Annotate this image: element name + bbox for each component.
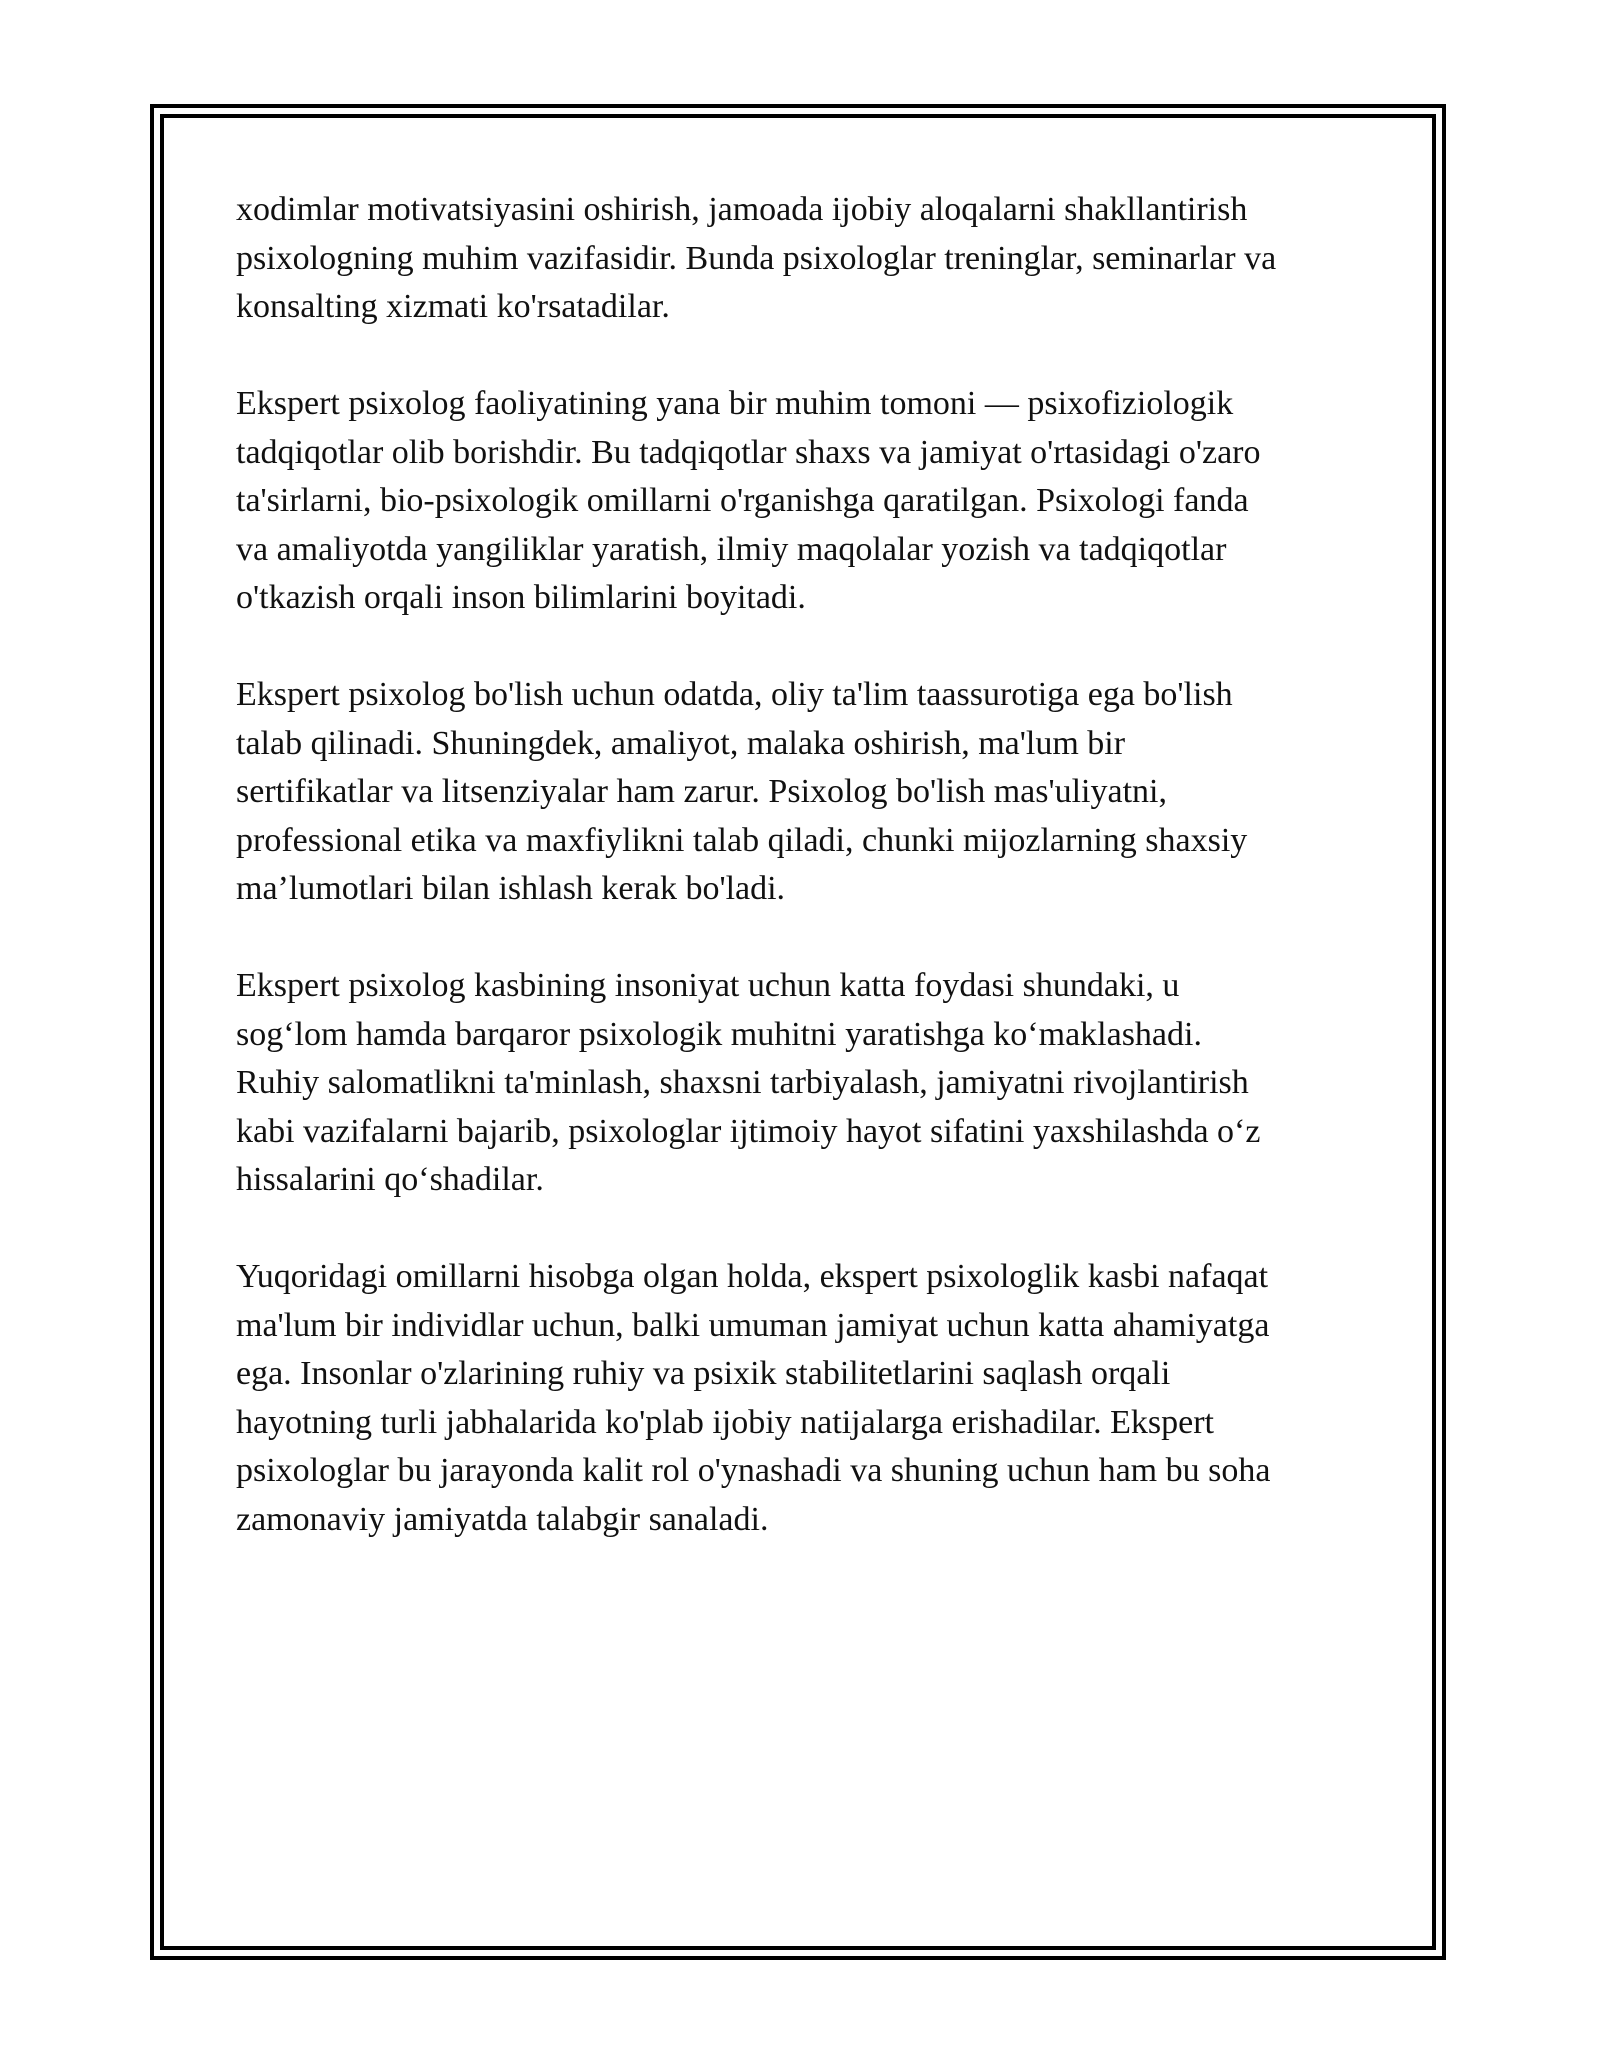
document-body (236, 186, 1376, 1593)
text-line: Yuqoridagi omillarni hisobga olgan holda, ekspert psixologlik kasbi nafaqat (236, 1258, 1269, 1295)
text-line: sertifikatlar va litsenziyalar ham zarur. Psixolog bo'lish mas'uliyatni, (236, 773, 1167, 810)
text-line: ma'lum bir individlar uchun, balki umuman jamiyat uchun katta ahamiyatga (236, 1306, 1270, 1344)
text-line: zamonaviy jamiyatda talabgir sanaladi. (236, 1500, 769, 1538)
text-line: va amaliyotda yangiliklar yaratish, ilmiy maqolalar yozish va tadqiqotlar (236, 530, 1227, 568)
text-line: ma’lumotlari bilan ishlash kerak bo'ladi. (236, 870, 786, 907)
text-line: tadqiqotlar olib borishdir. Bu tadqiqotlar shaxs va jamiyat o'rtasidagi o'zaro (236, 433, 1261, 471)
paragraph-5 (236, 1253, 1376, 1544)
text-line: professional etika va maxfiylikni talab qiladi, chunki mijozlarning shaxsiy (236, 821, 1248, 859)
text-line: Ruhiy salomatlikni ta'minlash, shaxsni tarbiyalash, jamiyatni rivojlantirish (236, 1064, 1249, 1101)
paragraph-3 (236, 671, 1376, 914)
text-line: hayotning turli jabhalarida ko'plab ijobiy natijalarga erishadilar. Ekspert (236, 1403, 1214, 1441)
text-line: kabi vazifalarni bajarib, psixologlar ijtimoiy hayot sifatini yaxshilashda o‘z (236, 1112, 1261, 1150)
text-line: talab qilinadi. Shuningdek, amaliyot, malaka oshirish, ma'lum bir (236, 724, 1126, 762)
text-line: sog‘lom hamda barqaror psixologik muhitni yaratishga ko‘maklashadi. (236, 1015, 1202, 1053)
text-line: ta'sirlarni, bio-psixologik omillarni o'rganishga qaratilgan. Psixologi fanda (236, 482, 1249, 519)
text-line: psixologlar bu jarayonda kalit rol o'ynashadi va shuning uchun ham bu soha (236, 1452, 1271, 1489)
paragraph-1 (236, 186, 1376, 332)
text-line: hissalarini qo‘shadilar. (236, 1161, 544, 1198)
text-line: psixologning muhim vazifasidir. Bunda psixologlar treninglar, seminarlar va (236, 239, 1277, 277)
text-line: Ekspert psixolog bo'lish uchun odatda, oliy ta'lim taassurotiga ega bo'lish (236, 676, 1233, 713)
paragraph-2 (236, 380, 1376, 623)
paragraph-4 (236, 962, 1376, 1205)
text-line: Ekspert psixolog kasbining insoniyat uchun katta foydasi shundaki, u (236, 967, 1180, 1004)
text-line: Ekspert psixolog faoliyatining yana bir muhim tomoni — psixofiziologik (236, 385, 1234, 422)
text-line: o'tkazish orqali inson bilimlarini boyitadi. (236, 579, 806, 616)
text-line: konsalting xizmati ko'rsatadilar. (236, 288, 670, 325)
text-line: xodimlar motivatsiyasini oshirish, jamoada ijobiy aloqalarni shakllantirish (236, 191, 1248, 228)
text-line: ega. Insonlar o'zlarining ruhiy va psixik stabilitetlarini saqlash orqali (236, 1355, 1171, 1392)
